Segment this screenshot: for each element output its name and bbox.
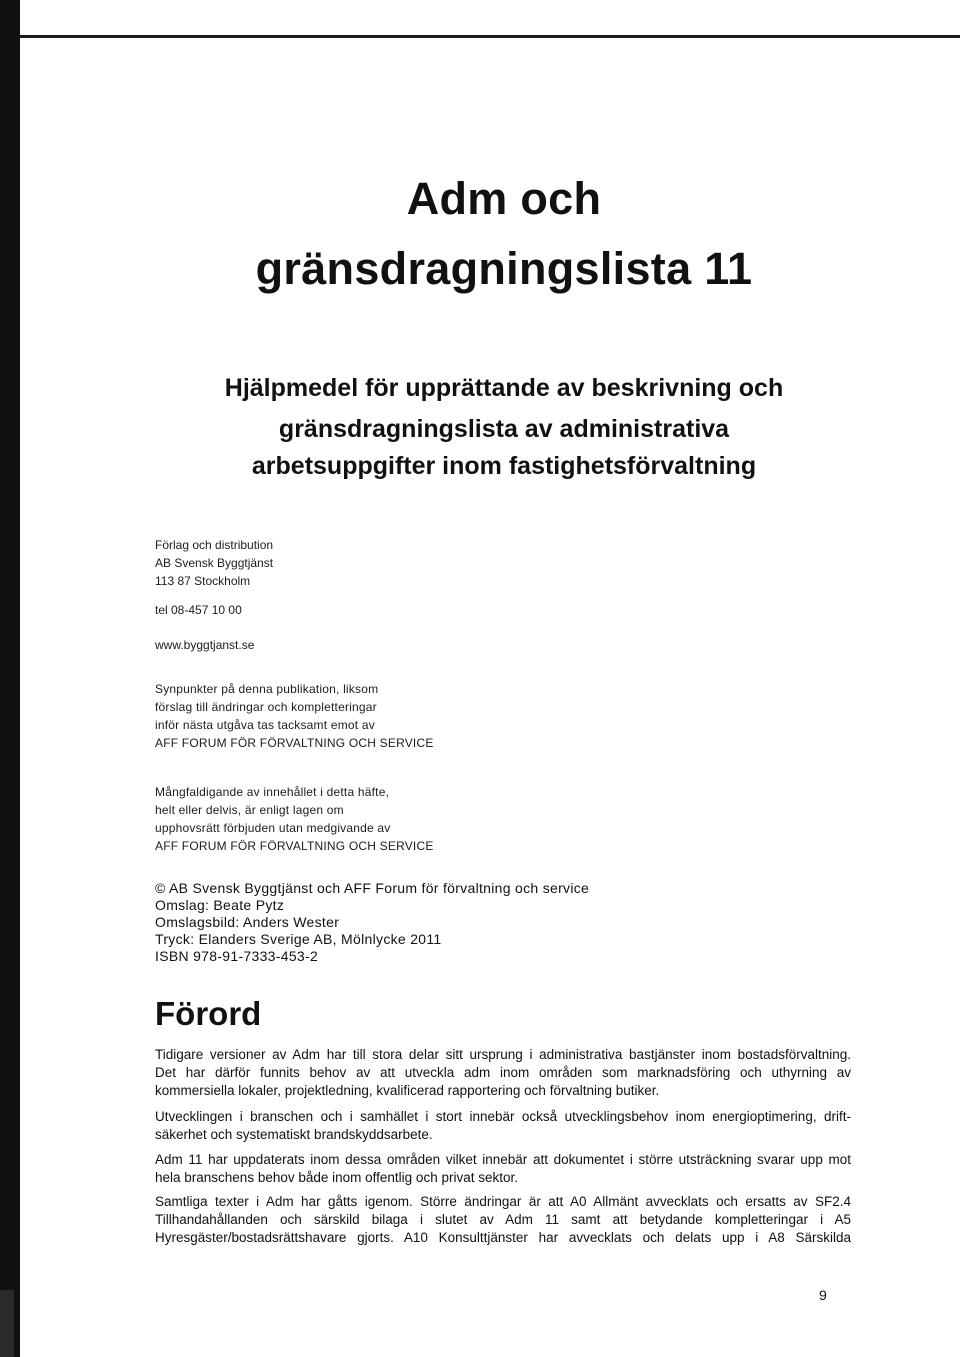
copyright-line: AFF FORUM FÖR FÖRVALTNING OCH SERVICE <box>155 839 434 853</box>
feedback-line: inför nästa utgåva tas tacksamt emot av <box>155 718 375 732</box>
foreword-heading: Förord <box>155 995 262 1032</box>
foreword-line: Adm 11 har uppdaterats inom dessa områden vilket innebär att dokumentet i större utsträckning svarar upp mot <box>155 1152 851 1167</box>
subtitle-line-3: arbetsuppgifter inom fastighetsförvaltning <box>251 452 757 480</box>
foreword-line: Utvecklingen i branschen och i samhället i stort innebär också utvecklingsbehov inom energioptimering, drift- <box>155 1109 851 1124</box>
foreword-paragraph <box>155 1193 851 1247</box>
foreword-line: kommersiella lokaler, projektledning, kvalificerad rapportering och förvaltning butiker. <box>155 1083 660 1098</box>
publisher-line: 113 87 Stockholm <box>155 574 251 588</box>
foreword-paragraph <box>155 1046 851 1100</box>
publisher-line: AB Svensk Byggtjänst <box>155 556 274 570</box>
scan-top-margin <box>0 0 960 36</box>
page-number: 9 <box>819 1287 827 1303</box>
foreword-line: Samtliga texter i Adm har gåtts igenom. Större ändringar är att A0 Allmänt avvecklats och ersatts av SF2.4 <box>155 1194 851 1209</box>
subtitle-line-2: gränsdragningslista av administrativa <box>278 415 730 443</box>
foreword-paragraph <box>155 1151 851 1187</box>
copyright-notice <box>155 783 434 855</box>
document-title-line-1: Adm och <box>406 173 602 224</box>
publisher-block <box>155 536 273 590</box>
credits-copyright: © AB Svensk Byggtjänst och AFF Forum för förvaltning och service <box>155 880 590 896</box>
publisher-line: Förlag och distribution <box>155 538 274 552</box>
credits-block <box>155 880 589 965</box>
foreword-line: Tillhandahållanden och särskild bilaga i slutet av Adm 11 samt att betydande kompletteringar i A5 <box>155 1212 851 1227</box>
foreword-line: Det har därför funnits behov av att utveckla adm inom områden som marknadsföring och uthyrning av <box>155 1065 851 1080</box>
scan-left-border-bottom <box>0 1290 14 1357</box>
document-title-line-2: gränsdragningslista 11 <box>255 243 753 294</box>
foreword-line: Hyresgäster/bostadsrättshavare gjorts. A10 Konsulttjänster har avvecklats och delats upp i A8 Särskilda <box>155 1230 851 1245</box>
publisher-tel: tel 08-457 10 00 <box>155 603 242 617</box>
credits-isbn: ISBN 978-91-7333-453-2 <box>155 948 319 964</box>
copyright-line: helt eller delvis, är enligt lagen om <box>155 803 344 817</box>
credits-cover: Omslag: Beate Pytz <box>155 897 285 913</box>
foreword-line: säkerhet och systematiskt brandskyddsarbete. <box>155 1127 433 1142</box>
credits-cover-image: Omslagsbild: Anders Wester <box>155 914 340 930</box>
scan-top-rule <box>20 35 960 38</box>
copyright-line: upphovsrätt förbjuden utan medgivande av <box>155 821 391 835</box>
feedback-line: Synpunkter på denna publikation, liksom <box>155 682 379 696</box>
copyright-line: Mångfaldigande av innehållet i detta häfte, <box>155 785 390 799</box>
feedback-notice <box>155 680 434 752</box>
foreword-line: Tidigare versioner av Adm har till stora delar sitt ursprung i administrativa bastjänster inom bostadsförvaltning. <box>155 1047 851 1062</box>
feedback-line: förslag till ändringar och kompletteringar <box>155 700 377 714</box>
subtitle-line-1: Hjälpmedel för upprättande av beskrivning och <box>224 374 784 402</box>
publisher-website: www.byggtjanst.se <box>155 638 255 652</box>
foreword-line: hela branschens behov både inom offentlig och privat sektor. <box>155 1170 518 1185</box>
feedback-line: AFF FORUM FÖR FÖRVALTNING OCH SERVICE <box>155 736 434 750</box>
credits-print: Tryck: Elanders Sverige AB, Mölnlycke 2011 <box>155 931 442 947</box>
foreword-paragraph <box>155 1108 851 1144</box>
